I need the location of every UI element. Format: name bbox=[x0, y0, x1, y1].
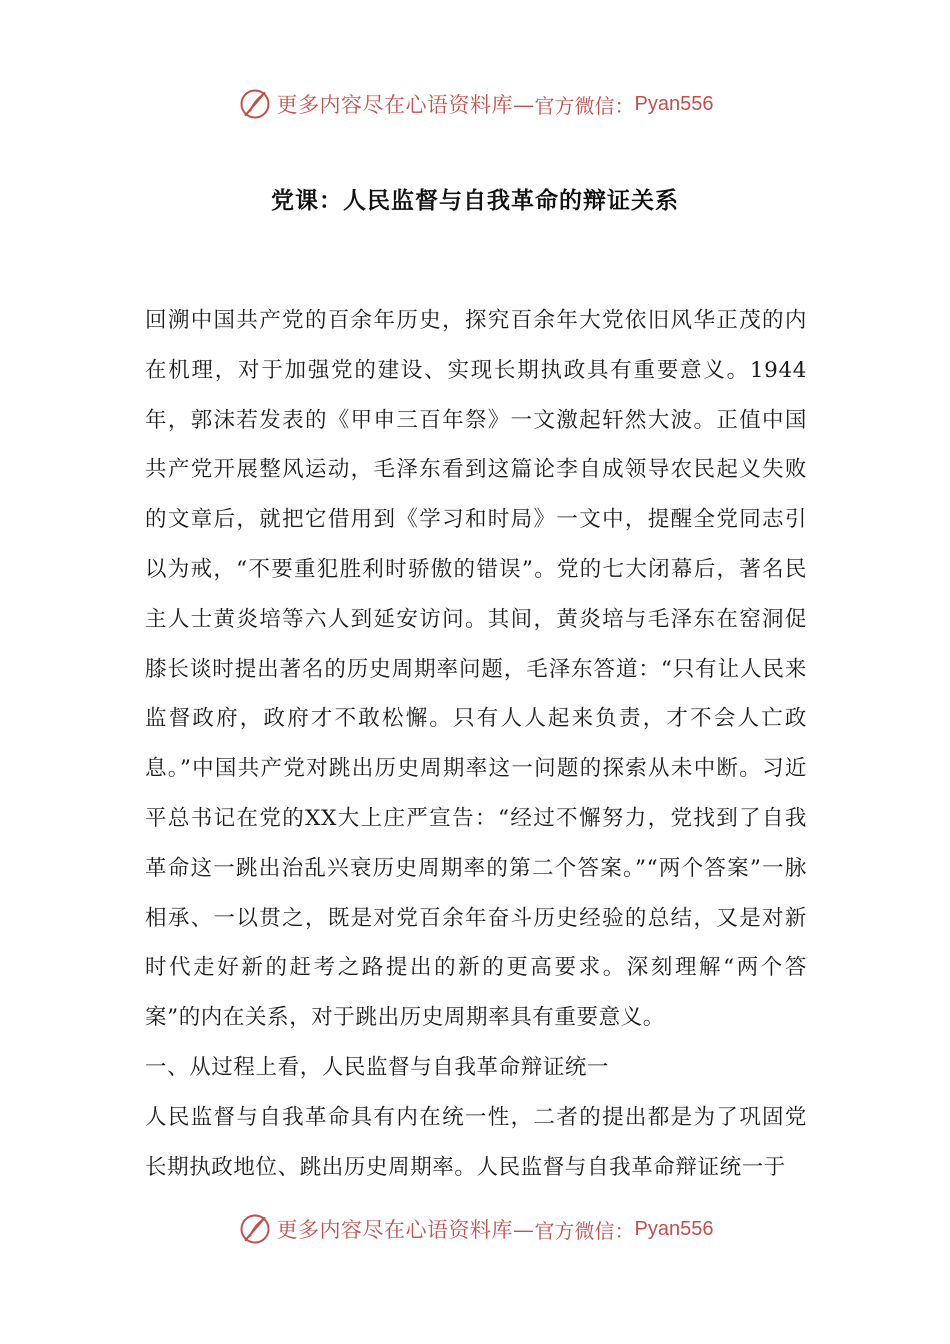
banner-slogan: 更多内容尽在心语资料库— bbox=[276, 93, 535, 117]
banner-wechat-label: 官方微信： bbox=[534, 1218, 635, 1243]
banner-wechat-label: 官方微信： bbox=[534, 93, 635, 118]
footer-banner bbox=[0, 1209, 950, 1249]
banner-wechat-id: Pyan556 bbox=[634, 1217, 714, 1240]
header-banner bbox=[0, 84, 950, 124]
section-paragraph: 人民监督与自我革命具有内在统一性，二者的提出都是为了巩固党长期执政地位、跳出历史周期率。人民监督与自我革命辩证统一于 bbox=[145, 1104, 807, 1180]
document-title: 党课：人民监督与自我革命的辩证关系 bbox=[271, 188, 679, 214]
document-body bbox=[145, 296, 807, 1192]
banner-slogan: 更多内容尽在心语资料库— bbox=[276, 1218, 535, 1242]
feather-pen-circle-icon bbox=[237, 86, 273, 122]
intro-paragraph: 回溯中国共产党的百余年历史，探究百余年大党依旧风华正茂的内在机理，对于加强党的建设、实现长期执政具有重要意义。1944年，郭沫若发表的《甲申三百年祭》一文激起轩然大波。正值中国共产党开展整风运动，毛泽东看到这篇论李自成领导农民起义失败的文章后，就把它借用到《学习和时局》一文中，提醒全党同志引以为戒，“不要重犯胜利时骄傲的错误”。党的七大闭幕后，著名民主人士黄炎培等六人到延安访问。其间，黄炎培与毛泽东在窑洞促膝长谈时提出著名的历史周期率问题，毛泽东答道：“只有让人民来监督政府，政府才不敢松懈。只有人人起来负责，才不会人亡政息。”中国共产党对跳出历史周期率这一问题的探索从未中断。习近平总书记在党的XX大上庄严宣告：“经过不懈努力，党找到了自我革命这一跳出治乱兴衰历史周期率的第二个答案。”“两个答案”一脉相承、一以贯之，既是对党百余年奋斗历史经验的总结，又是对新时代走好新的赶考之路提出的新的更高要求。深刻理解“两个答案”的内在关系，对于跳出历史周期率具有重要意义。 bbox=[145, 308, 807, 1031]
banner-wechat-id: Pyan556 bbox=[634, 92, 714, 115]
feather-pen-circle-icon bbox=[237, 1211, 273, 1247]
section-heading: 一、从过程上看，人民监督与自我革命辩证统一 bbox=[145, 1054, 610, 1080]
